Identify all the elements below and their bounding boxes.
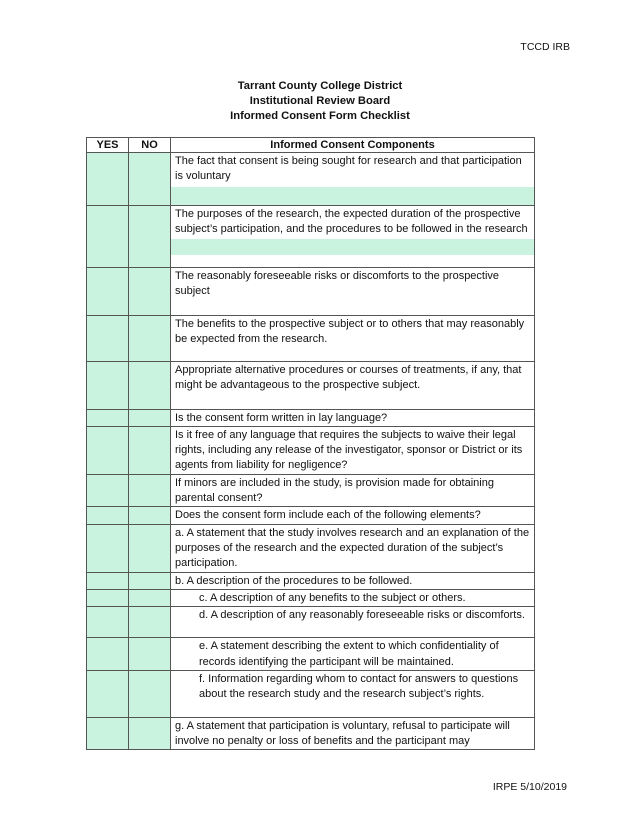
district-name: Tarrant County College District — [237, 80, 403, 92]
component-text: The purposes of the research, the expected duration of the prospective subject’s participation, and the procedures to be followed in the research — [175, 207, 528, 235]
no-checkbox[interactable] — [129, 572, 171, 589]
component-text: If minors are included in the study, is provision made for obtaining parental consent? — [175, 476, 494, 505]
answer-field[interactable] — [171, 239, 534, 255]
table-row — [87, 474, 535, 507]
component-text: The fact that consent is being sought for research and that participation is voluntary — [175, 155, 522, 183]
component-cell — [171, 153, 535, 206]
yes-checkbox[interactable] — [87, 426, 129, 474]
yes-checkbox[interactable] — [87, 409, 129, 426]
yes-checkbox[interactable] — [87, 607, 129, 638]
component-text: The reasonably foreseeable risks or discomforts to the prospective subject — [175, 269, 500, 297]
no-checkbox[interactable] — [129, 153, 171, 206]
component-text: Appropriate alternative procedures or courses of treatments, if any, that might be advantageous to the prospective subject. — [175, 363, 522, 391]
header-components: Informed Consent Components — [171, 138, 535, 153]
table-row — [87, 315, 535, 361]
component-cell — [171, 572, 535, 589]
component-text: Is it free of any language that requires the subjects to waive their legal rights, including any release of the investigator, sponsor or District or its agents from liability for negligence? — [175, 428, 523, 472]
board-name: Institutional Review Board — [249, 95, 391, 107]
component-cell — [171, 670, 535, 717]
no-checkbox[interactable] — [129, 524, 171, 572]
no-checkbox[interactable] — [129, 426, 171, 474]
header-yes: YES — [87, 138, 129, 153]
table-row — [87, 638, 535, 671]
component-text: f. Information regarding whom to contact for answers to questions about the research study and the research subject’s rights. — [199, 672, 519, 701]
no-checkbox[interactable] — [129, 315, 171, 361]
no-checkbox[interactable] — [129, 361, 171, 409]
no-checkbox[interactable] — [129, 507, 171, 524]
component-text: Is the consent form written in lay language? — [175, 411, 388, 424]
component-text: a. A statement that the study involves research and an explanation of the purposes of the research and the expected duration of the subject’s participation. — [175, 526, 530, 570]
yes-checkbox[interactable] — [87, 315, 129, 361]
table-row — [87, 589, 535, 606]
table-row — [87, 717, 535, 750]
component-text: g. A statement that participation is voluntary, refusal to participate will involve no penalty or loss of benefits and the participant may — [175, 719, 510, 748]
yes-checkbox[interactable] — [87, 267, 129, 315]
table-row — [87, 153, 535, 206]
yes-checkbox[interactable] — [87, 572, 129, 589]
revision-footer: IRPE 5/10/2019 — [492, 781, 567, 793]
no-checkbox[interactable] — [129, 409, 171, 426]
yes-checkbox[interactable] — [87, 361, 129, 409]
component-text: c. A description of any benefits to the subject or others. — [199, 591, 466, 604]
yes-checkbox[interactable] — [87, 524, 129, 572]
no-checkbox[interactable] — [129, 267, 171, 315]
table-row — [87, 507, 535, 524]
form-title: Informed Consent Form Checklist — [230, 110, 410, 122]
component-cell — [171, 507, 535, 524]
no-checkbox[interactable] — [129, 589, 171, 606]
table-row — [87, 572, 535, 589]
component-cell — [171, 315, 535, 361]
header-no: NO — [129, 138, 171, 153]
no-checkbox[interactable] — [129, 638, 171, 671]
yes-checkbox[interactable] — [87, 717, 129, 750]
component-cell — [171, 426, 535, 474]
table-row — [87, 205, 535, 267]
component-cell — [171, 267, 535, 315]
yes-checkbox[interactable] — [87, 638, 129, 671]
table-row — [87, 607, 535, 638]
table-row — [87, 524, 535, 572]
component-cell — [171, 638, 535, 671]
yes-checkbox[interactable] — [87, 474, 129, 507]
component-text: e. A statement describing the extent to which confidentiality of records identifying the participant will be maintained. — [199, 640, 499, 668]
component-text: The benefits to the prospective subject or to others that may reasonably be expected from the research. — [175, 317, 525, 345]
consent-checklist-table — [86, 137, 535, 750]
yes-checkbox[interactable] — [87, 205, 129, 267]
answer-field[interactable] — [171, 187, 534, 205]
no-checkbox[interactable] — [129, 474, 171, 507]
table-row — [87, 409, 535, 426]
component-cell — [171, 524, 535, 572]
yes-checkbox[interactable] — [87, 589, 129, 606]
table-row — [87, 361, 535, 409]
irb-tag: TCCD IRB — [520, 41, 570, 53]
component-cell — [171, 474, 535, 507]
component-cell — [171, 205, 535, 267]
yes-checkbox[interactable] — [87, 507, 129, 524]
table-row — [87, 267, 535, 315]
component-text: d. A description of any reasonably foreseeable risks or discomforts. — [199, 609, 525, 622]
component-cell — [171, 717, 535, 750]
document-header — [0, 79, 640, 124]
no-checkbox[interactable] — [129, 717, 171, 750]
table-header-row — [87, 138, 535, 153]
component-text: Does the consent form include each of the following elements? — [175, 509, 481, 522]
component-cell — [171, 589, 535, 606]
yes-checkbox[interactable] — [87, 153, 129, 206]
component-cell — [171, 607, 535, 638]
component-cell — [171, 409, 535, 426]
table-row — [87, 670, 535, 717]
no-checkbox[interactable] — [129, 670, 171, 717]
component-cell — [171, 361, 535, 409]
no-checkbox[interactable] — [129, 607, 171, 638]
component-text: b. A description of the procedures to be followed. — [175, 574, 413, 587]
table-row — [87, 426, 535, 474]
no-checkbox[interactable] — [129, 205, 171, 267]
yes-checkbox[interactable] — [87, 670, 129, 717]
